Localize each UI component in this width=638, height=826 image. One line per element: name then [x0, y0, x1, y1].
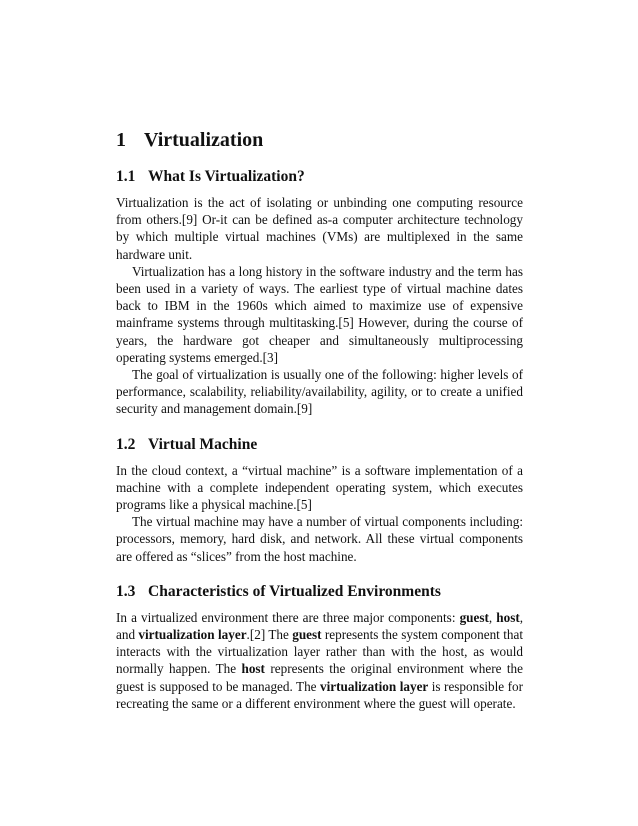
section-title: What Is Virtualization? — [148, 168, 305, 185]
text-run: is responsible for recreating the same or a different environment where the guest will operate. — [116, 678, 523, 711]
text-run: .[2] The — [246, 627, 293, 643]
section-title: Characteristics of Virtualized Environments — [148, 582, 441, 600]
paragraph: In the cloud context, a “virtual machine” is a software implementation of a machine with a complete independent operating system, which executes programs like a physical machine.[5] — [116, 462, 523, 513]
section-heading-1-2 — [116, 434, 523, 456]
section-heading-1-1 — [116, 166, 523, 188]
chapter-number: 1 — [116, 129, 126, 151]
paragraph: Virtualization is the act of isolating or unbinding one computing resource from others.[9] Or-it can be defined as-a computer architecture technology by which multiple virtual machines (VMs) are multiplexed in the same hardware unit. — [116, 195, 523, 262]
text-run: , and — [116, 609, 524, 643]
text-run: In a virtualized environment there are three major components: — [116, 609, 460, 625]
term-virtualization-layer: virtualization layer — [320, 678, 429, 694]
paragraph: The virtual machine may have a number of virtual components including: processors, memory, hard disk, and network. All these virtual components are offered as “slices” from the host machine. — [116, 514, 523, 564]
paragraph: The goal of virtualization is usually one of the following: higher levels of performance, scalability, reliability/availability, agility, or to create a unified security and management domain.[9] — [116, 367, 523, 417]
term-host: host — [496, 609, 520, 625]
section-number: 1.2 — [116, 435, 136, 453]
chapter-title: Virtualization — [144, 129, 264, 151]
text-run: represents the original environment where the guest is supposed to be managed. The — [116, 661, 523, 694]
term-host: host — [241, 661, 265, 677]
content — [116, 126, 523, 712]
term-guest: guest — [292, 627, 322, 643]
text-run: , — [488, 609, 497, 625]
section-title: Virtual Machine — [148, 435, 258, 453]
section-number: 1.3 — [116, 582, 136, 600]
term-guest: guest — [459, 609, 489, 625]
section-number: 1.1 — [116, 168, 136, 185]
section-heading-1-3 — [116, 581, 523, 603]
text-run: represents the system component that interacts with the virtualization layer rather than with the host, as would normally happen. The — [116, 627, 523, 677]
term-virtualization-layer: virtualization layer — [138, 627, 247, 643]
paragraph: Virtualization has a long history in the software industry and the term has been used in a variety of ways. The earliest type of virtual machine dates back to IBM in the 1960s which aimed to maximize use of expensive mainframe systems through multitasking.[5] However, during the course of years, the hardware got cheaper and simultaneously multiprocessing operating systems emerged.[3] — [116, 263, 523, 365]
chapter-heading — [116, 126, 523, 154]
paragraph — [116, 609, 523, 712]
